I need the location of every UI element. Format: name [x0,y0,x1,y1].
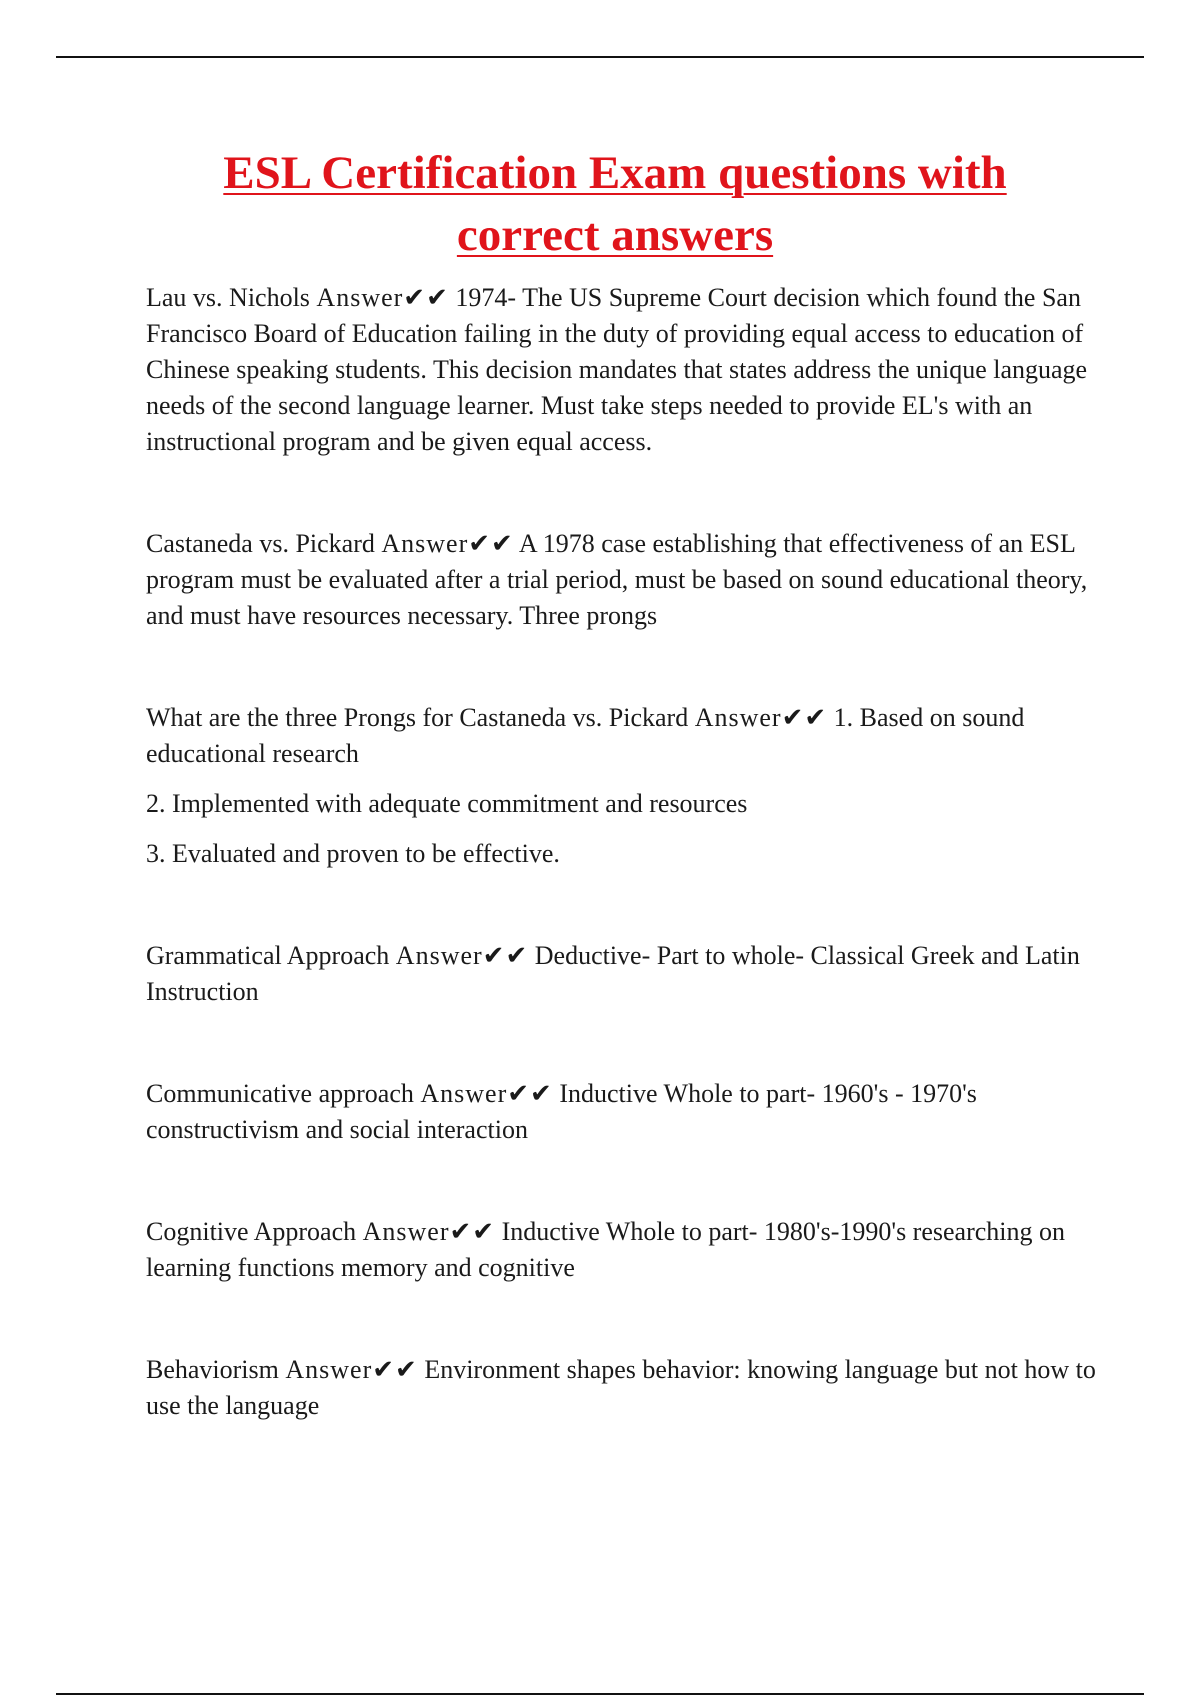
bottom-divider [56,1693,1144,1695]
prong-line-3: 3. Evaluated and proven to be effective. [146,839,560,868]
qa-answer: A 1978 case establishing that effectiveness of an ESL program must be evaluated after a trial period, must be based on sound educational theory, and must have resources necessary. Three prongs [146,529,1088,630]
qa-term: Lau vs. Nichols [146,283,310,312]
title-line-1: ESL Certification Exam questions with [223,147,1007,199]
top-divider [56,56,1144,58]
qa-item-communicative-approach [146,1076,1096,1148]
qa-term: Castaneda vs. Pickard [146,529,375,558]
qa-item-behaviorism [146,1352,1096,1424]
qa-answer: Environment shapes behavior: knowing language but not how to use the language [146,1355,1096,1420]
page-title [130,142,1100,266]
title-line-2: correct answers [456,209,774,261]
qa-answer: 1974- The US Supreme Court decision which found the San Francisco Board of Education failing in the duty of providing equal access to education of Chinese speaking students. This decision mandates that states address the unique language needs of the second language learner. Must take steps needed to provide EL's with an instructional program and be given equal access. [146,283,1088,456]
answer-marker: Answer✔✔ [362,1217,496,1246]
qa-item-cognitive-approach [146,1214,1096,1286]
qa-term: Grammatical Approach [146,941,390,970]
qa-term: Cognitive Approach [146,1217,357,1246]
qa-answer: Inductive Whole to part- 1960's - 1970's constructivism and social interaction [146,1079,977,1144]
qa-term: Communicative approach [146,1079,414,1108]
qa-answer: 1. Based on sound educational research [146,703,1025,768]
qa-answer: Deductive- Part to whole- Classical Greek and Latin Instruction [146,941,1080,1006]
answer-marker: Answer✔✔ [395,941,529,970]
qa-item-castaneda-v-pickard [146,526,1096,634]
answer-marker: Answer✔✔ [285,1355,418,1384]
answer-marker: Answer✔✔ [316,283,449,312]
answer-marker: Answer✔✔ [420,1079,553,1108]
qa-term: What are the three Prongs for Castaneda vs. Pickard [146,703,689,732]
prong-line-2: 2. Implemented with adequate commitment and resources [146,789,748,818]
qa-answer: Inductive Whole to part- 1980's-1990's researching on learning functions memory and cognitive [146,1217,1065,1282]
answer-marker: Answer✔✔ [694,703,828,732]
qa-item-grammatical-approach [146,938,1096,1010]
qa-term: Behaviorism [146,1355,279,1384]
qa-list [146,280,1096,1424]
qa-item-lau-v-nichols [146,280,1096,460]
answer-marker: Answer✔✔ [381,529,514,558]
qa-item-three-prongs [146,700,1096,772]
